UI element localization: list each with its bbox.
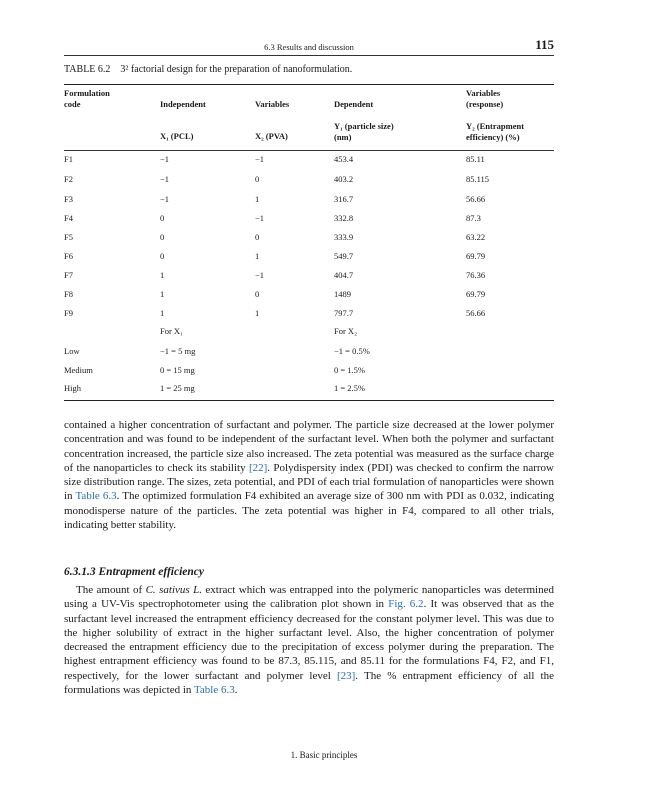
figure-link[interactable]: Fig. 6.2 — [388, 598, 424, 611]
cell-x2: 1 — [255, 251, 260, 261]
cell-y1: 1489 — [334, 289, 351, 299]
cell-y2: 85.115 — [466, 174, 490, 184]
species-name: C. sativus L. — [145, 584, 202, 596]
th-variables-response-2: (response) — [466, 99, 504, 109]
th-formulation-2: code — [64, 99, 81, 109]
th-dependent: Dependent — [334, 99, 374, 109]
cell-y1: 332.8 — [334, 213, 354, 223]
para1-text-1: contained a higher concentration of surfactant and polymer. The particle size decreased at the lower polymer concentration and was found to be independent of the surfactant level. When both the polymer and surfactant concentration increased, the particle size also increased. The zeta potential was measured as the surface charge of the nanoparticles to check its stability — [64, 419, 554, 474]
para2-text-3: . It was observed that as the surfactant level increased the entrapment efficiency decreased for the constant polymer level. This was due to the higher solubility of extract in the higher surfactant level. Also, the higher concentration of polymer decreased the entrapment efficiency due to the precipitation of excess polymer during the preparation. The highest entrapment efficiency was found to be 87.3, 85.115, and 85.11 for the formulations F4, F2, and F1, respectively, for the lower surfactant and polymer level — [64, 598, 554, 682]
cell-x1: 1 — [160, 270, 165, 280]
th-y1-1: Y₁ (particle size) — [334, 121, 394, 131]
cell-code: F2 — [64, 174, 73, 184]
citation-link[interactable]: [22] — [248, 461, 268, 474]
level-x1: 0 = 15 mg — [160, 365, 195, 375]
cell-y1: 316.7 — [334, 194, 354, 204]
level-x2: 0 = 1.5% — [334, 365, 365, 375]
cell-y2: 63.22 — [466, 232, 486, 242]
cell-code: F1 — [64, 154, 73, 164]
table-label: TABLE 6.2 — [64, 64, 111, 75]
para1-text-2: . Polydispersity index (PDI) was checked to confirm the narrow size distribution range. The sizes, zeta potential, and PDI of each trial formulation of nanoparticles were shown in — [64, 461, 554, 503]
cell-y1: 403.2 — [334, 174, 354, 184]
level-x1: 1 = 25 mg — [160, 383, 195, 393]
cell-x2: 1 — [255, 194, 260, 204]
th-independent: Independent — [160, 99, 206, 109]
cell-y2: 69.79 — [466, 251, 486, 261]
page-footer: 1. Basic principles — [290, 750, 358, 760]
cell-y1: 404.7 — [334, 270, 354, 280]
th-x1: X₁ (PCL) — [160, 131, 194, 141]
cell-y2: 69.79 — [466, 289, 486, 299]
cell-y2: 85.11 — [466, 154, 485, 164]
cell-x1: −1 — [160, 154, 170, 164]
cell-code: F9 — [64, 308, 73, 318]
citation-link[interactable]: [23] — [336, 669, 356, 682]
level-x2: 1 = 2.5% — [334, 383, 365, 393]
para2-text-1: The amount of — [76, 584, 146, 596]
para2-text-5: . — [234, 684, 238, 697]
cell-y1: 333.9 — [334, 232, 354, 242]
table-bottom-rule — [64, 400, 554, 401]
cell-y2: 56.66 — [466, 308, 486, 318]
level-name: Low — [64, 346, 80, 356]
cell-y2: 76.36 — [466, 270, 486, 280]
cell-x2: 1 — [255, 308, 260, 318]
cell-code: F4 — [64, 213, 73, 223]
cell-x2: −1 — [255, 270, 265, 280]
level-x1: −1 = 5 mg — [160, 346, 196, 356]
table-caption-text: 3² factorial design for the preparation of nanoformulation. — [120, 64, 353, 75]
cell-code: F5 — [64, 232, 73, 242]
cell-x1: 1 — [160, 289, 165, 299]
level-x2: −1 = 0.5% — [334, 346, 370, 356]
th-y1-2: (nm) — [334, 132, 352, 142]
table-header-rule — [64, 150, 554, 151]
cell-y1: 797.7 — [334, 308, 354, 318]
cell-code: F3 — [64, 194, 73, 204]
cell-y1: 453.4 — [334, 154, 354, 164]
cell-x1: 0 — [160, 251, 165, 261]
cell-x2: −1 — [255, 154, 265, 164]
table-link[interactable]: Table 6.3 — [193, 684, 235, 697]
para2-text-4: . The % entrapment efficiency of all the formulations was depicted in — [64, 669, 554, 697]
page-number: 115 — [535, 37, 554, 52]
table-top-rule — [64, 84, 554, 85]
cell-x1: 0 — [160, 232, 165, 242]
th-formulation-1: Formulation — [64, 88, 110, 98]
section-heading: 6.3.1.3 Entrapment efficiency — [64, 566, 205, 578]
page-header — [64, 35, 554, 56]
cell-x1: 1 — [160, 308, 165, 318]
para1-text-3: . The optimized formulation F4 exhibited an average size of 300 nm with PDI as 0.032, indicating monodisperse nature of the particles. The zeta potential was higher in F4, compared to all other trials, indicating better stability. — [64, 490, 554, 532]
cell-code: F8 — [64, 289, 73, 299]
cell-code: F7 — [64, 270, 73, 280]
cell-code: F6 — [64, 251, 73, 261]
cell-x2: 0 — [255, 174, 260, 184]
level-name: High — [64, 383, 81, 393]
th-y2-1: Y₂ (Entrapment — [466, 121, 525, 131]
cell-y1: 549.7 — [334, 251, 354, 261]
th-x2: X₂ (PVA) — [255, 131, 288, 141]
body-paragraph-2 — [64, 583, 554, 697]
para2-text-2: extract which was entrapped into the polymeric nanoparticles was determined using a UV-Vis spectrophotometer using the calibration plot shown in — [64, 584, 554, 611]
th-variables-response-1: Variables — [466, 88, 501, 98]
table-link[interactable]: Table 6.3 — [75, 490, 117, 503]
cell-x1: −1 — [160, 174, 170, 184]
body-paragraph-1 — [64, 418, 554, 532]
running-head: 6.3 Results and discussion — [264, 42, 354, 52]
cell-y2: 56.66 — [466, 194, 486, 204]
levels-for-x1: For X₁ — [160, 326, 184, 336]
table-caption — [64, 64, 352, 75]
th-variables: Variables — [255, 99, 290, 109]
level-name: Medium — [64, 365, 93, 375]
levels-for-x2: For X₂ — [334, 326, 358, 336]
cell-x1: −1 — [160, 194, 170, 204]
cell-y2: 87.3 — [466, 213, 481, 223]
cell-x2: 0 — [255, 289, 260, 299]
th-y2-2: efficiency) (%) — [466, 132, 520, 142]
cell-x1: 0 — [160, 213, 165, 223]
cell-x2: 0 — [255, 232, 260, 242]
cell-x2: −1 — [255, 213, 265, 223]
